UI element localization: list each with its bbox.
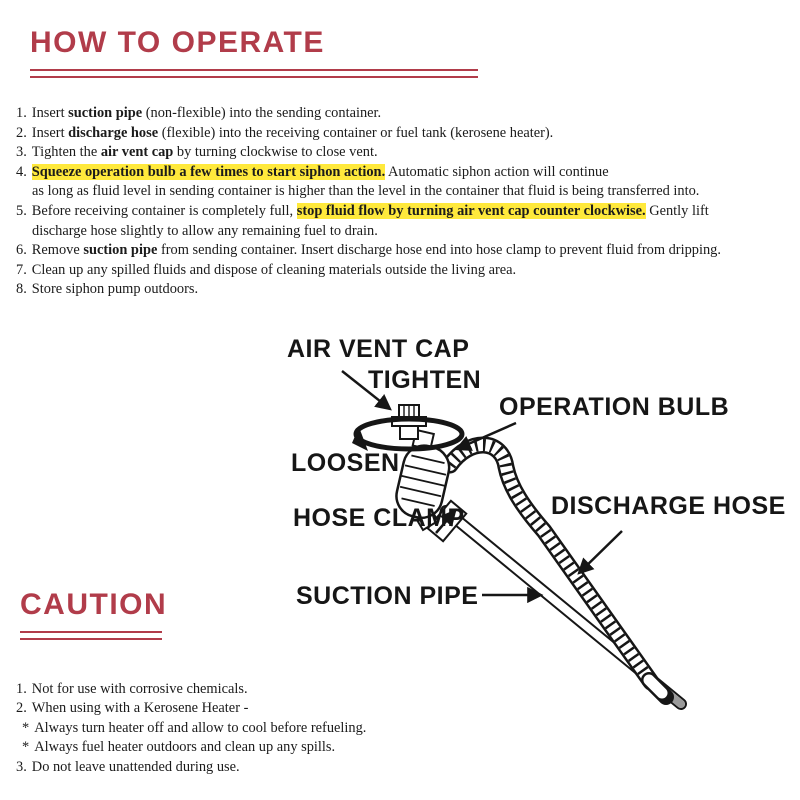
caution-marker: * [22,719,30,736]
caution-marker: * [22,739,30,756]
step-number: 6. [16,242,27,259]
step-number: 4. [16,163,27,180]
step-item [16,104,798,124]
how-to-operate-steps [16,104,798,300]
step-text: Tighten the air vent cap by turning clockwise to close vent. [31,144,378,161]
step-text: Store siphon pump outdoors. [31,281,199,298]
step-number: 7. [16,261,27,278]
caution-item [16,738,786,757]
how-to-operate-title: HOW TO OPERATE [30,26,325,59]
step-number: 5. [16,202,27,219]
step-number: 2. [16,124,27,141]
discharge-hose-label: DISCHARGE HOSE [551,492,786,520]
caution-list [16,680,786,777]
discharge-hose-arrow [579,531,622,573]
caution-text: Not for use with corrosive chemicals. [31,681,248,697]
operation-bulb-label: OPERATION BULB [499,393,730,421]
step-text: Before receiving container is completely full, stop fluid flow by turning air vent cap counter clockwise. Gently lift discharge hose slightly to allow any remaining fuel to drain. [31,202,709,239]
step-text: Clean up any spilled fluids and dispose of cleaning materials outside the living area. [31,261,517,278]
step-number: 1. [16,105,27,121]
caution-item [16,758,786,777]
step-item [16,261,798,281]
step-item [16,202,798,241]
air-vent-cap-label: AIR VENT CAP [287,335,470,363]
title-double-underline [30,69,478,78]
caution-title: CAUTION [20,588,168,621]
step-item [16,124,798,144]
step-text: Insert suction pipe (non-flexible) into the sending container. [31,105,382,121]
hose-clamp-label: HOSE CLAMP [293,504,465,532]
caution-item [16,699,786,718]
caution-double-underline [20,631,162,640]
step-number: 8. [16,281,27,298]
siphon-pump-diagram [0,325,800,725]
caution-item [16,680,786,699]
step-text: Remove suction pipe from sending container. Insert discharge hose end into hose clamp to prevent fluid from dripping. [31,242,721,259]
step-item [16,280,798,300]
caution-item [16,719,786,738]
caution-text: When using with a Kerosene Heater - [31,700,249,717]
caution-text: Do not leave unattended during use. [31,758,240,775]
step-item [16,241,798,261]
caution-text: Always turn heater off and allow to cool before refueling. [34,719,367,736]
discharge-hose-drawing [450,445,666,697]
caution-marker: 3. [16,758,27,775]
step-item [16,143,798,163]
tighten-label: TIGHTEN [368,366,482,394]
suction-pipe-label: SUCTION PIPE [296,582,479,610]
loosen-label: LOOSEN [291,449,400,477]
step-text: Insert discharge hose (flexible) into the receiving container or fuel tank (kerosene heater). [31,124,554,141]
step-number: 3. [16,144,27,161]
caution-text: Always fuel heater outdoors and clean up any spills. [34,739,336,756]
step-text: Squeeze operation bulb a few times to start siphon action. Automatic siphon action will continue as long as fluid level in sending container is higher than the level in the container that fluid is being transferred into. [31,163,700,200]
caution-marker: 1. [16,681,27,697]
caution-marker: 2. [16,700,27,717]
step-item [16,163,798,202]
